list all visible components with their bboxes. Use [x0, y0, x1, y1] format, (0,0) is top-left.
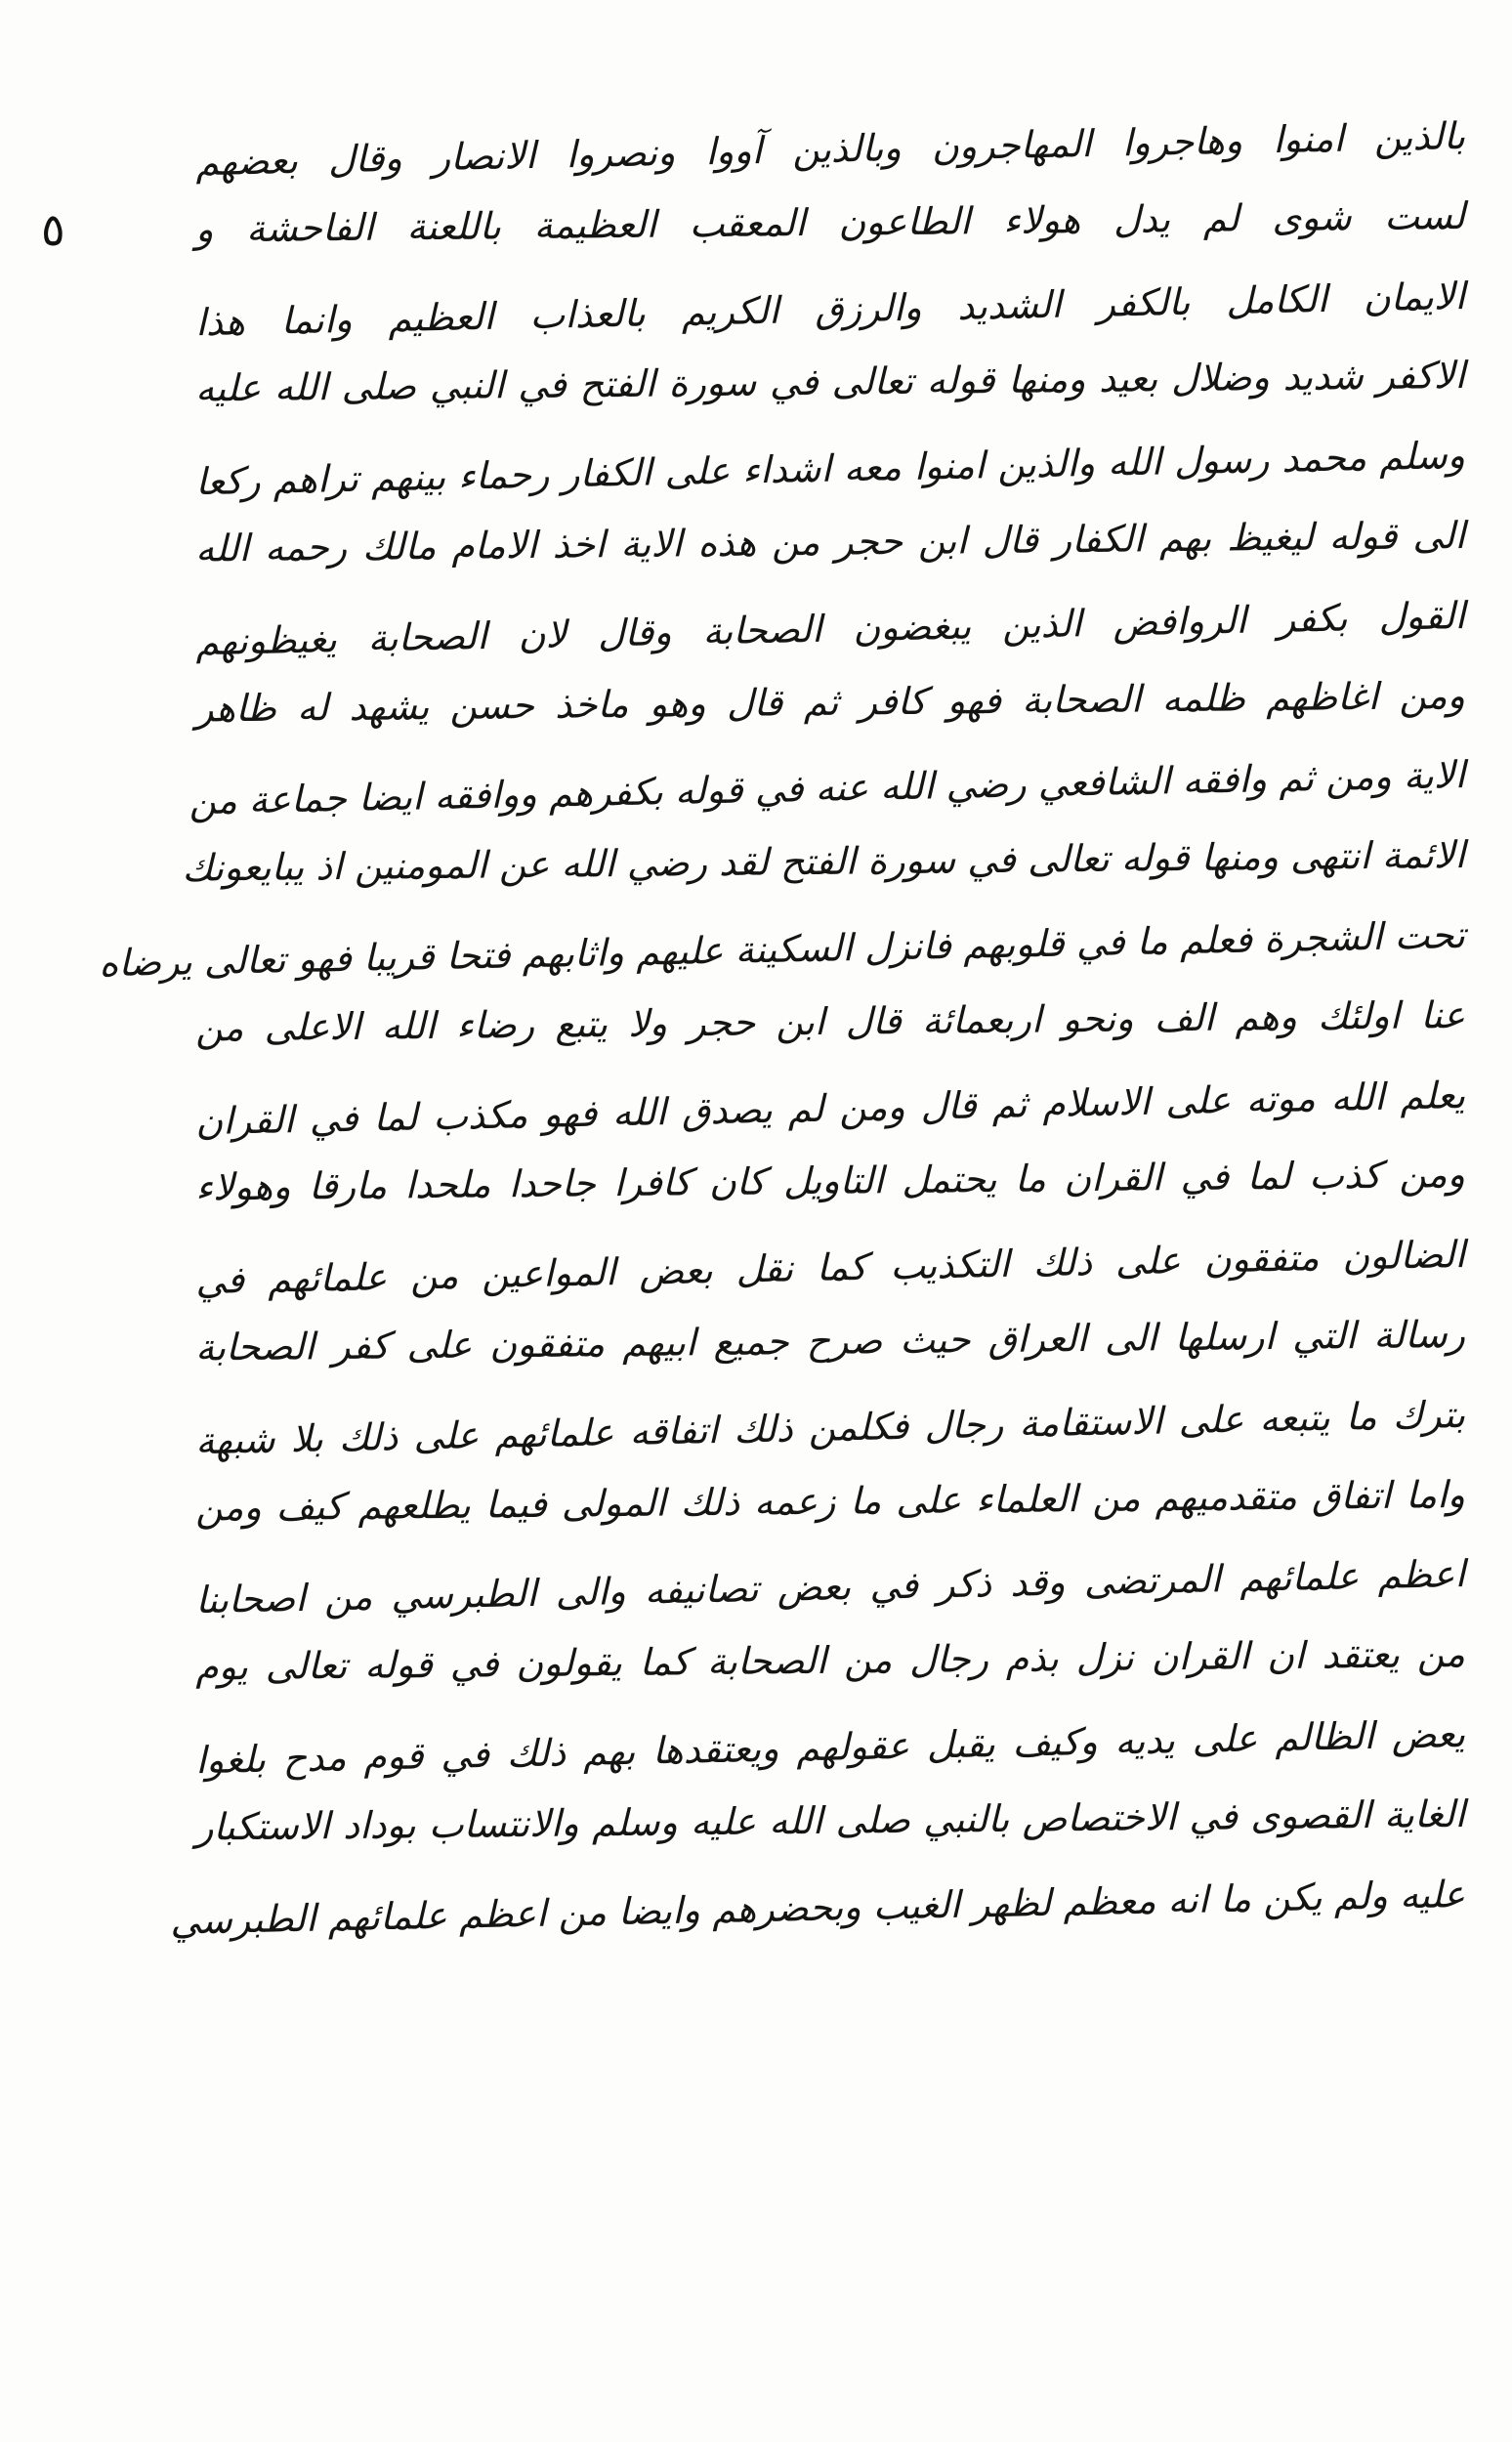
manuscript-line: عليه ولم يكن ما انه معظم لظهر الغيب وبحضرهم وايضا من اعظم علمائهم الطبرسي	[169, 1872, 1466, 1943]
manuscript-line: لست شوى لم يدل هولاء الطاعون المعقب العظيمة باللعنة الفاحشة و	[194, 193, 1466, 251]
manuscript-line: الغاية القصوى في الاختصاص بالنبي صلى الله عليه وسلم والانتساب بوداد الاستكبار	[194, 1791, 1466, 1849]
manuscript-line: ومن كذب لما في القران ما يحتمل التاويل كان كافرا جاحدا ملحدا مارقا وهولاء	[194, 1153, 1466, 1209]
manuscript-line: اعظم علمائهم المرتضى وقد ذكر في بعض تصانيفه والى الطبرسي من اصحابنا	[194, 1552, 1466, 1622]
manuscript-line: بترك ما يتبعه على الاستقامة رجال فكلمن ذلك اتفاقه علمائهم على ذلك بلا شبهة	[194, 1392, 1466, 1462]
manuscript-line: الى قوله ليغيظ بهم الكفار قال ابن حجر من هذه الاية اخذ الامام مالك رحمه الله	[194, 513, 1466, 570]
page-number: ٥	[41, 203, 65, 256]
manuscript-line: عنا اولئك وهم الف ونحو اربعمائة قال ابن حجر ولا يتبع رضاء الله الاعلى من	[194, 992, 1466, 1050]
manuscript-line: الضالون متفقون على ذلك التكذيب كما نقل بعض المواعين من علمائهم في	[194, 1233, 1466, 1303]
manuscript-text-block	[98, 114, 1466, 1955]
manuscript-line: وسلم محمد رسول الله والذين امنوا معه اشداء على الكفار رحماء بينهم تراهم ركعا	[194, 434, 1466, 504]
manuscript-line: الائمة انتهى ومنها قوله تعالى في سورة الفتح لقد رضي الله عن المومنين اذ يبايعونك	[182, 833, 1466, 890]
manuscript-line: بالذين امنوا وهاجروا المهاجرون وبالذين آووا ونصروا الانصار وقال بعضهم	[194, 114, 1466, 185]
manuscript-line: تحت الشجرة فعلم ما في قلوبهم فانزل السكينة عليهم واثابهم فتحا قريبا فهو تعالى يرضاه	[98, 912, 1466, 986]
manuscript-line: ومن اغاظهم ظلمه الصحابة فهو كافر ثم قال وهو ماخذ حسن يشهد له ظاهر	[194, 673, 1466, 731]
manuscript-line: رسالة التي ارسلها الى العراق حيث صرح جميع ابيهم متفقون على كفر الصحابة	[194, 1312, 1466, 1369]
manuscript-line: يعض الظالم على يديه وكيف يقبل عقولهم ويعتقدها بهم ذلك في قوم مدح بلغوا	[194, 1711, 1466, 1783]
manuscript-line: يعلم الله موته على الاسلام ثم قال ومن لم يصدق الله فهو مكذب لما في القران	[194, 1073, 1466, 1143]
manuscript-line: من يعتقد ان القران نزل بذم رجال من الصحابة كما يقولون في قوله تعالى يوم	[194, 1632, 1466, 1689]
manuscript-line: الاكفر شديد وضلال بعيد ومنها قوله تعالى في سورة الفتح في النبي صلى الله عليه	[194, 354, 1466, 411]
manuscript-line: القول بكفر الروافض الذين يبغضون الصحابة وقال لان الصحابة يغيظونهم	[194, 593, 1466, 664]
manuscript-line: الايمان الكامل بالكفر الشديد والرزق الكريم بالعذاب العظيم وانما هذا	[194, 274, 1466, 344]
manuscript-line: الاية ومن ثم وافقه الشافعي رضي الله عنه في قوله بكفرهم ووافقه ايضا جماعة من	[188, 753, 1466, 823]
manuscript-line: واما اتفاق متقدميهم من العلماء على ما زعمه ذلك المولى فيما يطلعهم كيف ومن	[194, 1472, 1466, 1530]
